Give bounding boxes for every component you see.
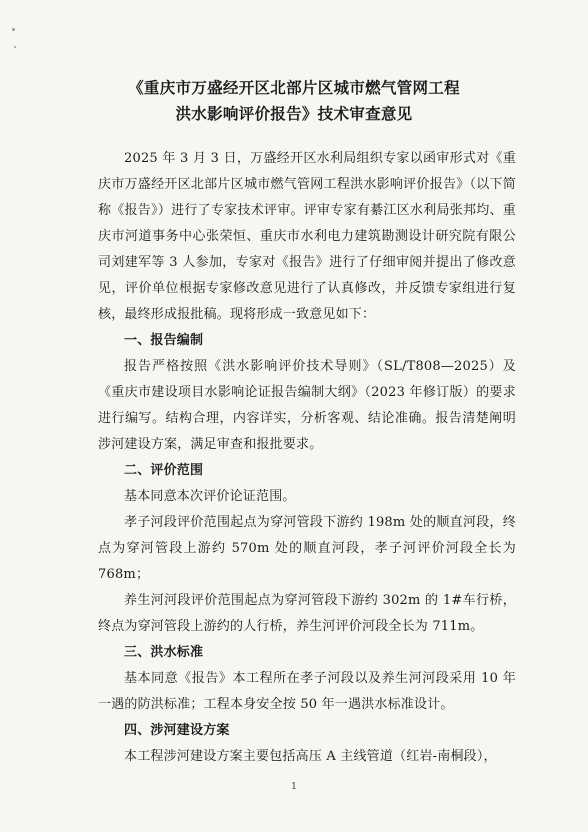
section-heading-flood-standard: 三、洪水标准 [124,645,204,660]
scan-speck [14,46,16,48]
section-heading-evaluation-scope: 二、评价范围 [124,463,204,478]
section-paragraph: 基本同意本次评价论证范围。 [124,489,296,504]
section-heading-construction-plan: 四、涉河建设方案 [124,723,230,738]
document-body [98,146,516,770]
section-paragraph: 孝子河段评价范围起点为穿河管段下游约 198m 处的顺直河段，终点为穿河管段上游约 570m 处的顺直河段，孝子河评价河段全长为 768m； [98,515,516,582]
document-title-line-2: 洪水影响评价报告》技术审查意见 [175,105,413,123]
section-paragraph: 养生河河段评价范围起点为穿河管段下游约 302m 的 1#车行桥，终点为穿河管段上游约的人行桥，养生河评价河段全长为 711m。 [98,593,516,634]
section-paragraph: 报告严格按照《洪水影响评价技术导则》（SL/T808—2025）及《重庆市建设项目水影响论证报告编制大纲》（2023 年修订版）的要求进行编写。结构合理，内容详实，分析客观、结论准确。报告清楚阐明涉河建设方案，满足审查和报批要求。 [98,359,516,452]
scan-speck [12,28,15,31]
section-paragraph: 基本同意《报告》本工程所在孝子河段以及养生河河段采用 10 年一遇的防洪标准；工程本身安全按 50 年一遇洪水标准设计。 [98,671,516,712]
section-paragraph: 本工程涉河建设方案主要包括高压 A 主线管道（红岩-南桐段）， [124,749,497,764]
intro-paragraph: 2025 年 3 月 3 日，万盛经开区水利局组织专家以函审形式对《重庆市万盛经开区北部片区城市燃气管网工程洪水影响评价报告》（以下简称《报告》）进行了专家技术评审。评审专家有綦江区水利局张邦均、重庆市河道事务中心张荣恒、重庆市水利电力建筑勘测设计研究院有限公司刘建军等 3 人参加，专家对《报告》进行了仔细审阅并提出了修改意见，评价单位根据专家修改意见进行了认真修改，并反馈专家组进行复核，最终形成报批稿。现将形成一致意见如下： [98,151,516,322]
document-title-line-1: 《重庆市万盛经开区北部片区城市燃气管网工程 [128,79,460,97]
section-heading-report-preparation: 一、报告编制 [124,333,204,348]
page-number: 1 [291,782,297,792]
